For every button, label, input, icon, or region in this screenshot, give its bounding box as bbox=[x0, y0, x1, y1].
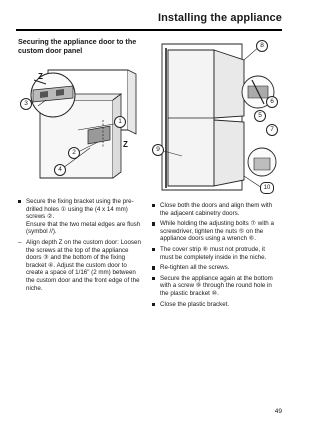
door-bracket-illustration bbox=[18, 60, 143, 180]
callout-z-bottom: Z bbox=[123, 140, 128, 149]
instruction-dash: – Align depth Z on the custom door: Loosen the screws at the top of the appliance doors ③ and the bottom of the fixing bracket ④. Adjust the custom door to create a space of 1/16" (2 mm) between the custom door and the front edge of the niche. bbox=[18, 239, 142, 292]
left-instructions bbox=[18, 198, 142, 295]
callout-10: 10 bbox=[260, 182, 274, 194]
section-heading: Securing the appliance door to the custom door panel bbox=[18, 37, 137, 55]
callout-2: 2 bbox=[68, 147, 80, 159]
callout-8: 8 bbox=[256, 40, 268, 52]
callout-7: 7 bbox=[266, 124, 278, 136]
instruction-bullet: The cover strip ⑧ must not protrude, it must be completely inside in the niche. bbox=[152, 246, 280, 261]
callout-3: 3 bbox=[20, 98, 32, 110]
instruction-bullet: Secure the appliance again at the bottom with a screw ⑨ through the round hole in the plastic bracket ⑩. bbox=[152, 275, 280, 298]
callout-6: 6 bbox=[266, 96, 278, 108]
title-divider bbox=[16, 29, 282, 31]
fridge-doors-illustration bbox=[152, 40, 280, 196]
callout-4: 4 bbox=[54, 164, 66, 176]
callout-9: 9 bbox=[152, 144, 164, 156]
page-title: Installing the appliance bbox=[157, 12, 282, 24]
callout-5: 5 bbox=[254, 110, 266, 122]
instruction-bullet: Re-tighten all the screws. bbox=[152, 264, 280, 272]
instruction-bullet: Close the plastic bracket. bbox=[152, 301, 280, 309]
instruction-bullet: Secure the fixing bracket using the pre-drilled holes ① using the (4 x 14 mm) screws ②. Ensure that the two metal edges are flush (symbol //). bbox=[18, 198, 142, 236]
page-number: 49 bbox=[274, 408, 282, 415]
instruction-bullet: While holding the adjusting bolts ⑦ with a screwdriver, tighten the nuts ⑤ on the appliance doors using a wrench ⑥. bbox=[152, 220, 280, 243]
callout-1: 1 bbox=[114, 116, 126, 128]
instruction-bullet: Close both the doors and align them with the adjacent cabinetry doors. bbox=[152, 202, 280, 217]
callout-z-top: Z bbox=[38, 72, 43, 81]
right-instructions bbox=[152, 202, 280, 311]
